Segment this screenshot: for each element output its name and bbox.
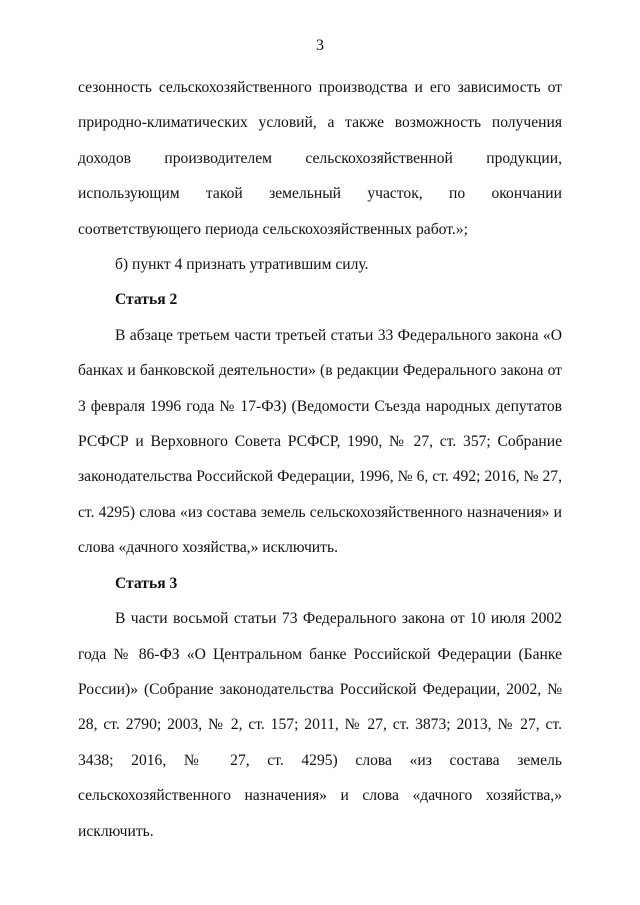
article-2-paragraph: В абзаце третьем части третьей статьи 33 Федерального закона «О банках и банковской деятельности» (в редакции Федерального закона от 3 февраля 1996 года № 17-ФЗ) (Ведомости Съезда народных депутатов РСФСР и Верховного Совета РСФСР, 1990, № 27, ст. 357; Собрание законодательства Российской Федерации, 1996, № 6, ст. 492; 2016, № 27, ст. 4295) слова «из состава земель сельскохозяйственного назначения» и слова «дачного хозяйства,» исключить. [78,326,562,557]
article-3-paragraph: В части восьмой статьи 73 Федерального закона от 10 июля 2002 года № 86-ФЗ «О Центральном банке Российской Федерации (Банке России)» (Собрание законодательства Российской Федерации, 2002, № 28, ст. 2790; 2003, № 2, ст. 157; 2011, № 27, ст. 3873; 2013, № 27, ст. 3438; 2016, № 27, ст. 4295) слова «из состава земель сельскохозяйственного назначения» и слова «дачного хозяйства,» исключить. [78,610,562,840]
article-3-heading: Статья 3 [115,574,178,592]
article-2-heading: Статья 2 [115,291,178,309]
document-body [78,70,562,849]
page-number: 3 [316,37,324,54]
paragraph-clause-b: б) пункт 4 признать утратившим силу. [115,256,369,274]
paragraph-continuation: сезонность сельскохозяйственного производства и его зависимость от природно-климатических условий, а также возможность получения доходов производителем сельскохозяйственной продукции, использующим такой земельный участок, по окончании соответствующего периода сельскохозяйственных работ.»; [78,79,562,238]
